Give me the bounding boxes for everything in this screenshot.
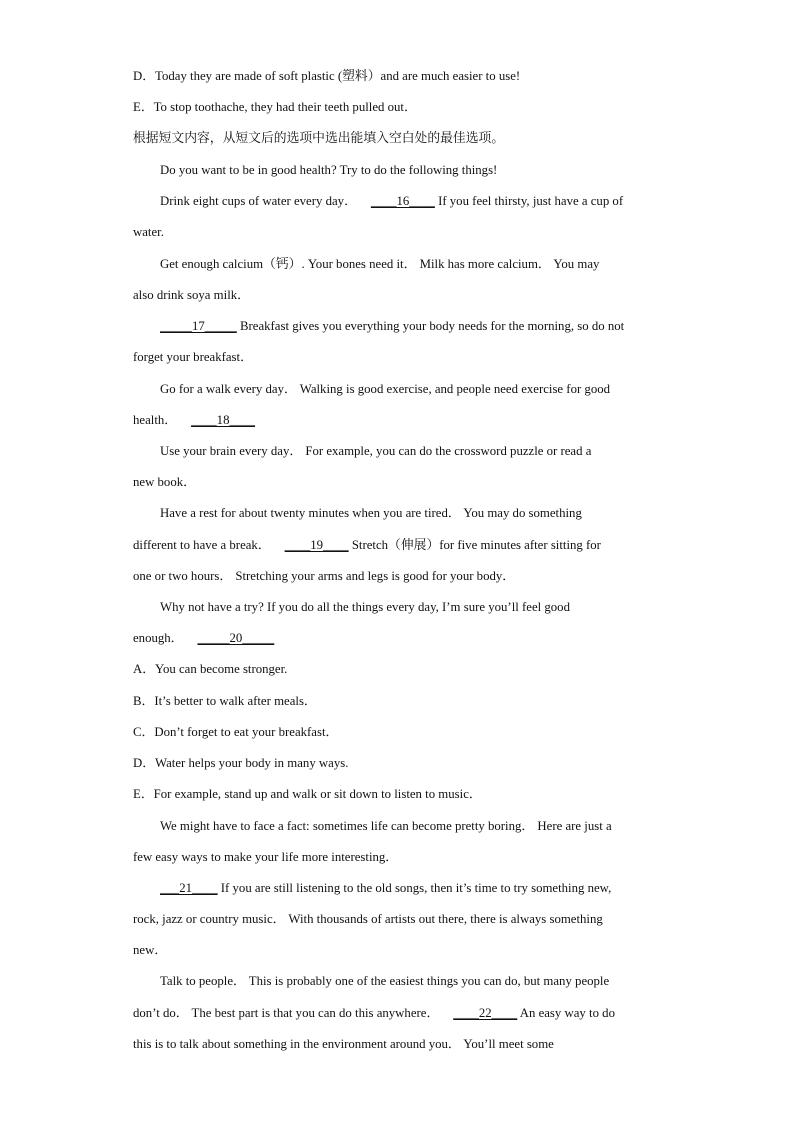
sentence: Breakfast gives you everything your body needs for the morning, so do not — [239, 319, 625, 333]
option-line: D．Today they are made of soft plastic (塑料）and are much easier to use! — [133, 69, 521, 83]
paragraph-line: Have a rest for about twenty minutes when you are tired． You may do something — [160, 506, 582, 520]
paragraph-line: Use your brain every day． For example, you can do the crossword puzzle or read a — [160, 444, 592, 458]
paragraph-line — [160, 879, 700, 897]
sentence: Drink eight cups of water every day． — [160, 194, 357, 208]
blank-20[interactable]: _____20_____ — [197, 631, 275, 645]
sentence: If you feel thirsty, just have a cup of — [438, 194, 624, 208]
blank-18[interactable]: ____18____ — [191, 413, 256, 427]
paragraph-line — [160, 317, 700, 335]
sentence: Stretch（伸展）for five minutes after sitting for — [351, 538, 601, 552]
option-e[interactable]: E．For example, stand up and walk or sit down to listen to music． — [133, 787, 482, 801]
paragraph-line: rock, jazz or country music． With thousands of artists out there, there is always something — [133, 912, 603, 926]
paragraph-line: water. — [133, 225, 164, 239]
option-b[interactable]: B．It’s better to walk after meals． — [133, 694, 317, 708]
paragraph-line: Go for a walk every day． Walking is good exercise, and people need exercise for good — [160, 382, 611, 396]
paragraph-line: also drink soya milk． — [133, 288, 250, 302]
paragraph-line: few easy ways to make your life more interesting． — [133, 850, 399, 864]
sentence: different to have a break． — [133, 538, 271, 552]
sentence: health． — [133, 413, 178, 427]
blank-22[interactable]: ____22____ — [453, 1006, 518, 1020]
paragraph-line — [133, 629, 673, 647]
paragraph-line: Get enough calcium（钙）. Your bones need it． Milk has more calcium． You may — [160, 257, 600, 271]
instruction-text: 根据短文内容，从短文后的选项中选出能填入空白处的最佳选项。 — [133, 131, 505, 145]
sentence: An easy way to do — [519, 1006, 615, 1020]
paragraph-line: Why not have a try? If you do all the things every day, I’m sure you’ll feel good — [160, 600, 570, 614]
blank-16[interactable]: ____16____ — [370, 194, 435, 208]
paragraph-line — [133, 536, 673, 554]
paragraph-line — [133, 411, 673, 429]
option-line: E．To stop toothache, they had their teeth pulled out． — [133, 100, 417, 114]
sentence: don’t do． The best part is that you can do this anywhere． — [133, 1006, 440, 1020]
passage1-intro: Do you want to be in good health? Try to do the following things! — [160, 163, 498, 177]
paragraph-line: new． — [133, 943, 168, 957]
option-a[interactable]: A．You can become stronger. — [133, 662, 288, 676]
paragraph-line: forget your breakfast． — [133, 350, 253, 364]
paragraph-line — [160, 192, 700, 210]
paragraph-line — [133, 1004, 673, 1022]
option-c[interactable]: C．Don’t forget to eat your breakfast． — [133, 725, 339, 739]
blank-17[interactable]: _____17_____ — [160, 319, 237, 333]
paragraph-line: new book． — [133, 475, 196, 489]
paragraph-line: one or two hours． Stretching your arms and legs is good for your body． — [133, 569, 516, 583]
paragraph-line: this is to talk about something in the environment around you． You’ll meet some — [133, 1037, 554, 1051]
blank-19[interactable]: ____19____ — [284, 538, 349, 552]
paragraph-line: We might have to face a fact: sometimes life can become pretty boring． Here are just a — [160, 819, 612, 833]
option-d[interactable]: D．Water helps your body in many ways. — [133, 756, 349, 770]
paragraph-line: Talk to people． This is probably one of the easiest things you can do, but many people — [160, 974, 610, 988]
blank-21[interactable]: ___21____ — [160, 881, 218, 895]
sentence: If you are still listening to the old songs, then it’s time to try something new, — [220, 881, 612, 895]
sentence: enough． — [133, 631, 184, 645]
